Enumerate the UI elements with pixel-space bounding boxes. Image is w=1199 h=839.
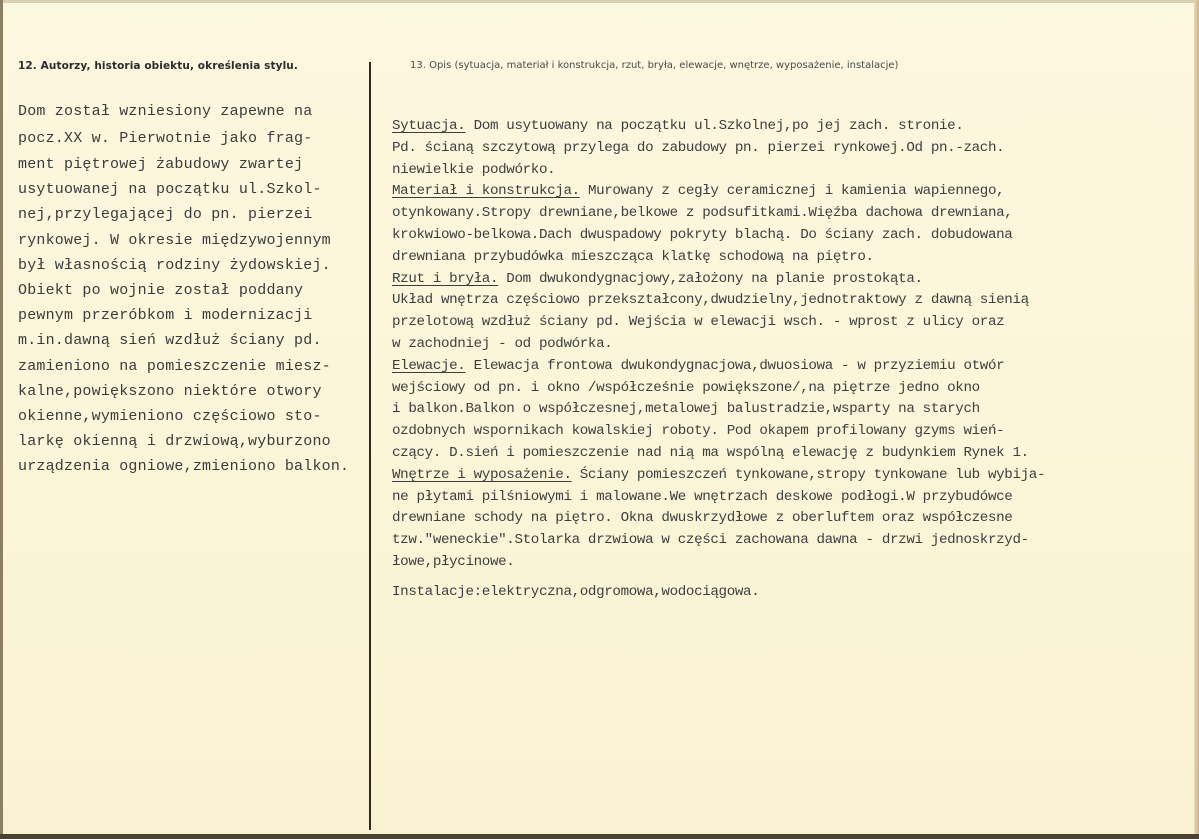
description-text-line: [392, 421, 1182, 443]
description-text-line: [392, 247, 1182, 269]
history-text-line: okienne,wymieniono częściowo sto-: [18, 408, 322, 426]
page-bottom-edge: [0, 834, 1199, 839]
description-text: i balkon.Balkon o współczesnej,metalowej balustradzie,wsparty na starych: [392, 401, 980, 418]
subsection-label: Materiał i konstrukcja.: [392, 183, 580, 200]
description-text-line: [392, 552, 1182, 574]
subsection-label: Wnętrze i wyposażenie.: [392, 466, 572, 483]
subsection-label: Rzut i bryła.: [392, 270, 499, 287]
description-text-line: [392, 530, 1182, 552]
description-text: w zachodniej - od podwórka.: [392, 335, 613, 352]
description-text: otynkowany.Stropy drewniane,belkowe z podsufitkami.Więźba dachowa drewniana,: [392, 205, 1013, 222]
description-text: Elewacja frontowa dwukondygnacjowa,dwuosiowa - w przyziemiu otwór: [465, 357, 1005, 374]
section-13-header: 13. Opis (sytuacja, materiał i konstrukcja, rzut, bryła, elewacje, wnętrze, wyposażenie, instalacje): [410, 60, 899, 71]
history-text-line: usytuowanej na początku ul.Szkol-: [18, 181, 322, 199]
description-text: Układ wnętrza częściowo przekształcony,dwudzielny,jednotraktowy z dawną sienią: [392, 292, 1029, 309]
description-text-line: [392, 378, 1182, 400]
description-text: czący. D.sień i pomieszczenie nad nią ma wspólną elewację z budynkiem Rynek 1.: [392, 444, 1029, 461]
description-text: drewniana przybudówka mieszcząca klatkę schodową na piętro.: [392, 248, 874, 265]
description-text-line: [392, 160, 1182, 182]
description-text: wejściowy od pn. i okno /współcześnie powiększone/,na piętrze jedno okno: [392, 379, 980, 396]
history-text-line: pocz.XX w. Pierwotnie jako frag-: [18, 130, 313, 147]
subsection-label: Elewacje.: [392, 357, 466, 374]
description-text-line: [392, 312, 1182, 334]
history-text-line: urządzenia ogniowe,zmieniono balkon.: [18, 458, 350, 476]
description-text-line: [392, 334, 1182, 356]
description-text-line: [392, 138, 1182, 160]
history-column: [18, 98, 370, 480]
description-text: ozdobnych wspornikach kowalskiej roboty. Pod okapem profilowany gzyms wień-: [392, 423, 1005, 440]
description-text: krokwiowo-belkowa.Dach dwuspadowy pokryty blachą. Do ściany zach. dobudowana: [392, 226, 1013, 243]
description-column: [392, 116, 1182, 604]
description-text: Dom usytuowany na początku ul.Szkolnej,po jej zach. stronie.: [465, 118, 964, 134]
history-text-line: m.in.dawną sień wzdłuż ściany pd.: [18, 332, 322, 350]
description-text: tzw."weneckie".Stolarka drzwiowa w części zachowana dawna - drzwi jednoskrzyd-: [392, 532, 1029, 549]
description-text: przelotową wzdłuż ściany pd. Wejścia w elewacji wsch. - wprost z ulicy oraz: [392, 314, 1005, 331]
description-text: drewniane schody na piętro. Okna dwuskrzydłowe z oberluftem oraz współczesne: [392, 510, 1013, 527]
description-text-line: [392, 582, 1182, 604]
subsection-label: Sytuacja.: [392, 118, 466, 134]
history-text-line: zamieniono na pomieszczenie miesz-: [18, 357, 331, 375]
description-text-line: [392, 399, 1182, 421]
section-12-header: 12. Autorzy, historia obiektu, określenia stylu.: [18, 60, 298, 72]
description-text-line: [392, 356, 1182, 378]
description-text: Instalacje:elektryczna,odgromowa,wodociągowa.: [392, 583, 760, 600]
description-text-line: [392, 116, 1182, 138]
description-text: ne płytami pilśniowymi i malowane.We wnętrzach deskowe podłogi.W przybudówce: [392, 488, 1013, 505]
page-left-edge: [0, 0, 3, 839]
description-text-line: [392, 465, 1182, 487]
description-text-line: [392, 181, 1182, 203]
history-text-line: kalne,powiększono niektóre otwory: [18, 382, 322, 400]
description-text: niewielkie podwórko.: [392, 161, 556, 178]
history-text-line: pewnym przeróbkom i modernizacji: [18, 307, 313, 325]
description-text-line: [392, 508, 1182, 530]
history-text-line: larkę okienną i drzwiową,wyburzono: [18, 433, 331, 451]
description-text-line: [392, 443, 1182, 465]
description-text: Pd. ścianą szczytową przylega do zabudowy pn. pierzei rynkowej.Od pn.-zach.: [392, 139, 1005, 156]
history-text-line: był własnością rodziny żydowskiej.: [18, 256, 331, 274]
description-text-line: [392, 225, 1182, 247]
description-text: łowe,płycinowe.: [392, 553, 515, 570]
page-top-edge: [0, 0, 1199, 3]
description-text-line: [392, 269, 1182, 291]
history-text-line: Obiekt po wojnie został poddany: [18, 282, 304, 300]
description-text-line: [392, 487, 1182, 509]
page-right-edge: [1194, 0, 1199, 839]
description-text: Dom dwukondygnacjowy,założony na planie prostokąta.: [498, 270, 923, 287]
history-text-line: nej,przylegającej do pn. pierzei: [18, 206, 313, 224]
history-text-line: Dom został wzniesiony zapewne na: [18, 103, 313, 120]
history-text-line: ment piętrowej żabudowy zwartej: [18, 156, 304, 173]
description-text-line: [392, 203, 1182, 225]
history-text-line: rynkowej. W okresie międzywojennym: [18, 231, 331, 249]
description-text: Ściany pomieszczeń tynkowane,stropy tynkowane lub wybija-: [571, 466, 1046, 483]
description-text-line: [392, 290, 1182, 312]
description-text: Murowany z cegły ceramicznej i kamienia wapiennego,: [579, 183, 1005, 200]
